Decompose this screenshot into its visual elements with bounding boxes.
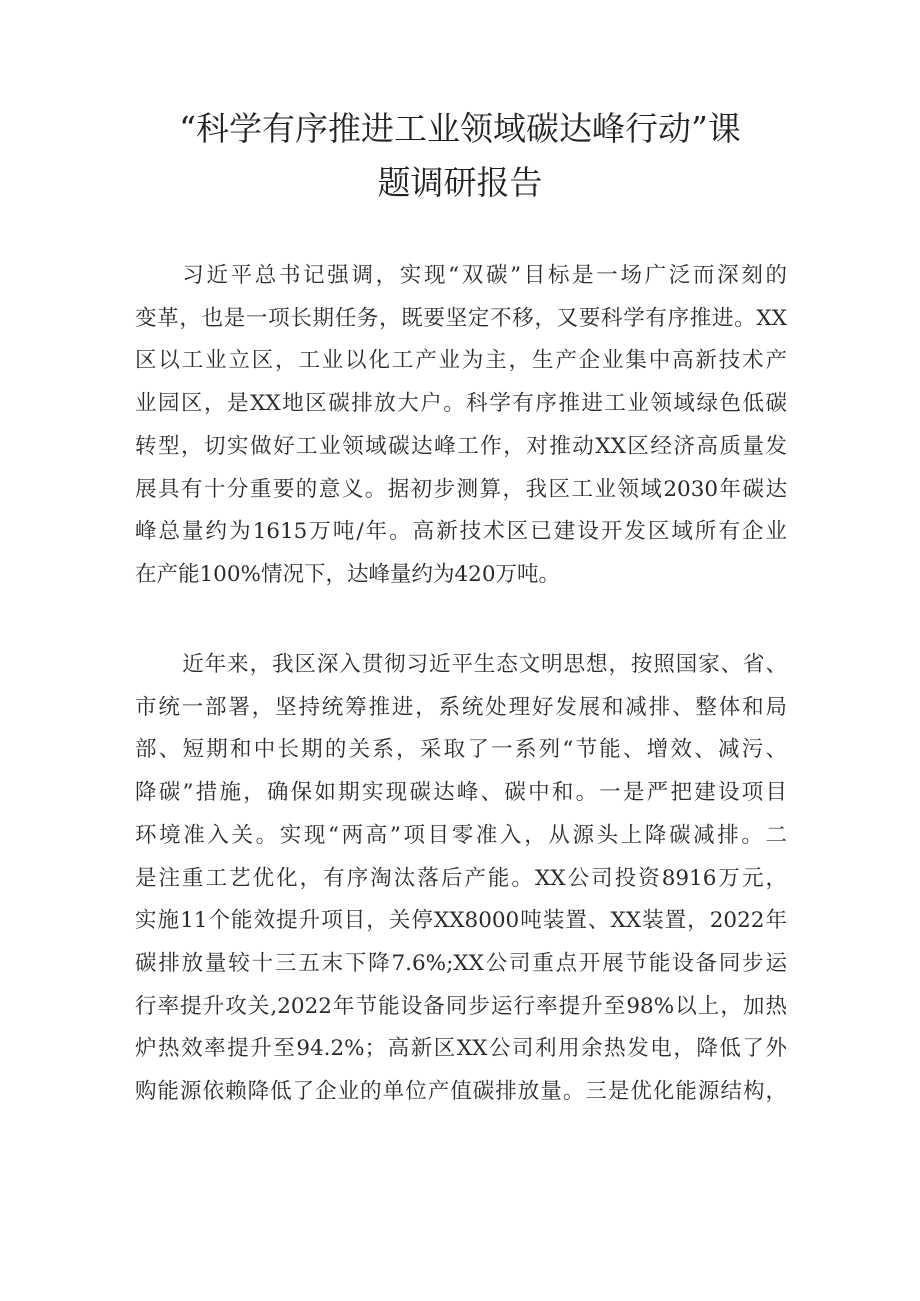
paragraph-line: 转型，切实做好工业领域碳达峰工作，对推动XX区经济高质量发 xyxy=(135,433,787,459)
paragraph-line: 近年来，我区深入贯彻习近平生态文明思想，按照国家、省、 xyxy=(182,652,787,677)
paragraph-line: 部、短期和中长期的关系，采取了一系列“节能、增效、减污、 xyxy=(135,737,787,763)
paragraph-2 xyxy=(135,644,787,1114)
paragraph-line: 市统一部署，坚持统筹推进，系统处理好发展和减排、整体和局 xyxy=(135,694,787,720)
paragraph-line: 习近平总书记强调，实现“双碳”目标是一场广泛而深刻的 xyxy=(182,263,787,288)
paragraph-line: 降碳”措施，确保如期实现碳达峰、碳中和。一是严把建设项目 xyxy=(135,780,787,806)
paragraph-line: 炉热效率提升至94.2%；高新区XX公司利用余热发电，降低了外 xyxy=(135,1036,787,1062)
paragraph-line: 行率提升攻关,2022年节能设备同步运行率提升至98%以上，加热 xyxy=(135,993,787,1019)
paragraph-line: 展具有十分重要的意义。据初步测算，我区工业领域2030年碳达 xyxy=(135,476,787,502)
document-title-line-2: 题调研报告 xyxy=(377,163,543,202)
paragraph-line: 碳排放量较十三五末下降7.6%;XX公司重点开展节能设备同步运 xyxy=(135,950,787,976)
paragraph-line: 是注重工艺优化，有序淘汰落后产能。XX公司投资8916万元， xyxy=(135,865,787,891)
paragraph-line: 实施11个能效提升项目，关停XX8000吨装置、XX装置，2022年 xyxy=(135,908,787,934)
paragraph-line: 购能源依赖降低了企业的单位产值碳排放量。三是优化能源结构， xyxy=(135,1079,787,1105)
paragraph-line: 区以工业立区，工业以化工产业为主，生产企业集中高新技术产 xyxy=(135,348,787,374)
paragraph-line: 在产能100%情况下，达峰量约为420万吨。 xyxy=(135,561,561,587)
paragraph-line: 环境准入关。实现“两高”项目零准入，从源头上降碳减排。二 xyxy=(135,822,787,848)
paragraph-1 xyxy=(135,255,787,597)
document-title-line-1: “科学有序推进工业领域碳达峰行动”课 xyxy=(179,109,741,148)
paragraph-line: 变革，也是一项长期任务，既要坚定不移，又要科学有序推进。XX xyxy=(135,305,787,331)
paragraph-line: 业园区，是XX地区碳排放大户。科学有序推进工业领域绿色低碳 xyxy=(135,391,787,417)
paragraph-line: 峰总量约为1615万吨/年。高新技术区已建设开发区域所有企业 xyxy=(135,519,787,545)
